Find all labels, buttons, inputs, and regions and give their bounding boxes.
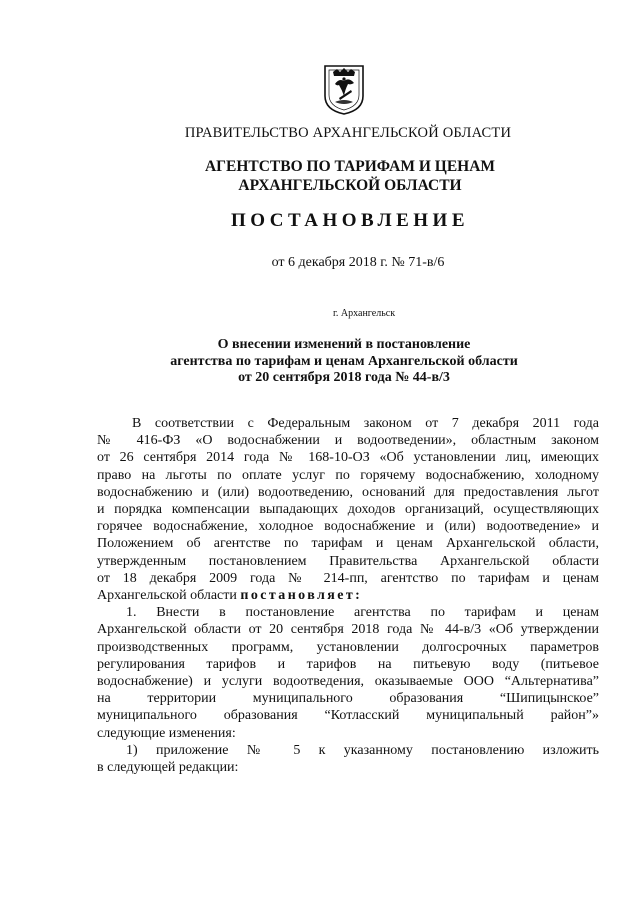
- body-line: следующие изменения:: [97, 725, 236, 741]
- body-line: Архангельской области от 20 сентября 2018 года № 44-в/3 «Об утверждении: [97, 622, 599, 638]
- government-name: ПРАВИТЕЛЬСТВО АРХАНГЕЛЬСКОЙ ОБЛАСТИ: [184, 125, 512, 141]
- body-line: № 416-ФЗ «О водоснабжении и водоотведении», областным законом: [97, 433, 599, 449]
- document-subject: [24, 337, 640, 387]
- body-line: и порядка компенсации выпадающих доходов организаций, осуществляющих: [97, 502, 599, 518]
- body-line-text: Архангельской области: [97, 588, 241, 604]
- document-body: [97, 415, 599, 776]
- body-line: регулирования тарифов и тарифов на питьевую воду (питьевое: [97, 656, 599, 672]
- body-line: от 26 сентября 2014 года № 168-10-ОЗ «Об установлении лиц, имеющих: [97, 450, 599, 466]
- body-line: горячее водоснабжение, холодное водоснабжение и (или) водоотведение» и: [97, 519, 599, 535]
- body-line: водоснабжению и (или) водоотведению, оснований для предоставления льгот: [97, 484, 599, 500]
- subject-line: О внесении изменений в постановление: [217, 337, 471, 352]
- body-line: В соответствии с Федеральным законом от 7 декабря 2011 года: [132, 416, 599, 431]
- body-line: право на льготы по оплате услуг по горячему водоснабжению, холодному: [97, 467, 599, 483]
- subject-line: от 20 сентября 2018 года № 44-в/3: [238, 370, 450, 385]
- body-line: производственных программ, установлении долгосрочных параметров: [97, 639, 599, 655]
- body-line: водоснабжение) и услуги водоотведения, оказываемые ООО “Альтернатива”: [97, 674, 599, 690]
- agency-name-line: АРХАНГЕЛЬСКОЙ ОБЛАСТИ: [238, 177, 462, 194]
- body-line: от 18 декабря 2009 года № 214-пп, агентство по тарифам и ценам: [97, 570, 599, 586]
- document-type: ПОСТАНОВЛЕНИЕ: [230, 210, 470, 231]
- body-line: [97, 587, 599, 604]
- agency-name-line: АГЕНТСТВО ПО ТАРИФАМ И ЦЕНАМ: [204, 158, 496, 175]
- body-line: утвержденным постановлением Правительства Архангельской области: [97, 553, 599, 569]
- resolves-word: постановляет:: [240, 588, 363, 604]
- document-city: г. Архангельск: [332, 308, 396, 319]
- body-line: Положением об агентстве по тарифам и ценам Архангельской области,: [97, 536, 599, 552]
- agency-name: [30, 157, 640, 195]
- body-line: на территории муниципального образования “Шипицынское”: [97, 691, 599, 707]
- body-line: в следующей редакции:: [97, 760, 239, 776]
- body-line: муниципального образования “Котласский муниципальный район”»: [97, 708, 599, 724]
- body-line: 1) приложение № 5 к указанному постановлению изложить: [126, 742, 599, 758]
- coat-of-arms-emblem: [321, 60, 367, 116]
- document-date-number: от 6 декабря 2018 г. № 71-в/6: [271, 255, 445, 270]
- subject-line: агентства по тарифам и ценам Архангельской области: [170, 353, 518, 369]
- body-line: 1. Внести в постановление агентства по тарифам и ценам: [126, 605, 599, 621]
